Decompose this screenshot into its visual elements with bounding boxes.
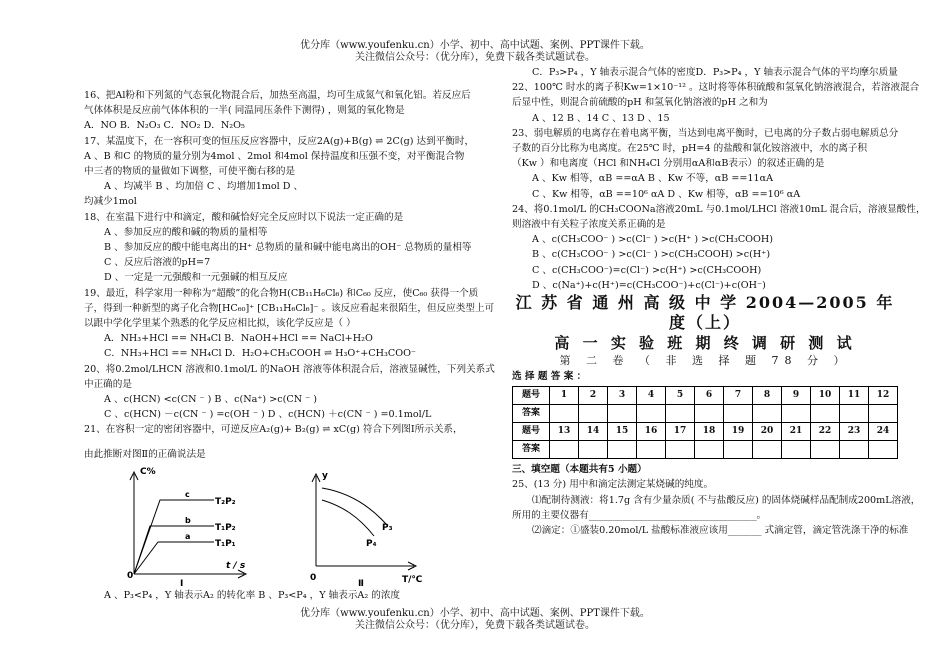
q25-part-1-cont: 所用的主要仪器有___________________________________。 <box>512 509 767 521</box>
question-16 <box>84 88 498 134</box>
question-25 <box>512 477 921 538</box>
q22-options: A 、12 B 、14 C 、13 D 、15 <box>532 112 670 124</box>
page-header <box>0 40 950 64</box>
q18-option-b: B 、参加反应的酸中能电离出的H⁺ 总物质的量和碱中能电离出的OH⁻ 总物质的量相等 <box>104 242 472 254</box>
q23-line: （Kw ）和电离度（HCl 和NH₄Cl 分别用αA和αB表示）的叙述正确的是 <box>512 158 825 170</box>
q17-line: A 、B 和C 的物质的量分别为4mol 、2mol 和4mol 保持温度和压强不变，对平衡混合物 <box>84 150 465 162</box>
exam-title-part: 第 二 卷 （ 非 选 择 题 78 分 ） <box>559 354 851 368</box>
answer-cell[interactable] <box>840 441 869 459</box>
q23-line: 子数的百分比称为电离度。在25℃ 时，pH=4 的盐酸和氯化铵溶液中，水的离子积 <box>512 143 868 155</box>
fig1-curve-a-name: a <box>185 531 191 541</box>
figure-2 <box>312 474 416 570</box>
row-label-ans: 答案 <box>513 441 550 459</box>
question-number: 2 <box>579 387 608 405</box>
fig1-curve-c-name: c <box>185 489 190 499</box>
question-number: 14 <box>579 423 608 441</box>
q18-option-c: C 、反应后溶液的pH=7 <box>104 257 211 269</box>
fig1-curve-b-name: b <box>185 515 191 525</box>
answer-cell[interactable] <box>869 441 898 459</box>
answer-cell[interactable] <box>811 441 840 459</box>
q16-line: 气体体积是反应前气体体积的一半( 同温同压条件下测得) ，则氮的氧化物是 <box>84 105 405 117</box>
header-line-1: 优分库（www.youfenku.cn）小学、初中、高中试题、案例、PPT课件下载。 <box>300 40 650 51</box>
q17-line: 中三者的物质的量做如下调整，可使平衡右移的是 <box>84 166 296 178</box>
answer-cell[interactable] <box>782 441 811 459</box>
answer-cell[interactable] <box>753 441 782 459</box>
fig2-curve-p4 <box>322 500 374 536</box>
fig1-curve-c-label: T₂P₂ <box>215 496 236 507</box>
question-17 <box>84 134 498 210</box>
question-24 <box>512 202 926 293</box>
q25-part-2: ⑵滴定：①盛装0.20mol/L 盐酸标准液应该用_______ 式滴定管，滴定管洗涤干净的标准 <box>532 525 909 537</box>
question-21 <box>84 422 498 461</box>
q25-line: 25、(13 分) 用中和滴定法测定某烧碱的纯度。 <box>512 479 714 491</box>
q18-option-d: D 、一定是一元强酸和一元强碱的相互反应 <box>104 272 288 284</box>
answer-cell[interactable] <box>637 405 666 423</box>
q25-part-1: ⑴配制待测液：将1.7g 含有少量杂质( 不与盐酸反应) 的固体烧碱样品配制成200mL溶液， <box>532 494 921 506</box>
q20-options-ab: A 、c(HCN) <c(CN ⁻ ) B 、c(Na⁺) >c(CN ⁻ ) <box>104 394 318 406</box>
row-label-ans: 答案 <box>513 405 550 423</box>
question-number: 24 <box>869 423 898 441</box>
fig2-caption: Ⅱ <box>358 578 364 588</box>
answer-cell[interactable] <box>724 405 753 423</box>
question-number: 18 <box>695 423 724 441</box>
q19-line: 19、最近，科学家用一种称为“超酸”的化合物H(CB₁₁H₆Cl₆) 和C₆₀ 反应，使C₆₀ 获得一个质 <box>84 287 479 299</box>
fig1-curve-b <box>134 526 214 574</box>
q24-option-c: C 、c(CH₃COO⁻)=c(Cl⁻) >c(H⁺) >c(CH₃COOH) <box>532 264 762 276</box>
q18-option-a: A 、参加反应的酸和碱的物质的量相等 <box>104 226 268 238</box>
q16-options: A．NO B．N₂O₃ C．NO₂ D．N₂O₅ <box>84 120 245 132</box>
question-number: 22 <box>811 423 840 441</box>
question-number: 10 <box>811 387 840 405</box>
q20-line: 中正确的是 <box>84 378 132 390</box>
q24-option-b: B 、c(CH₃COO⁻ ) >c(Cl⁻ ) >c(CH₃COOH) >c(H⁺) <box>532 249 771 261</box>
q24-option-a: A 、c(CH₃COO⁻ ) >c(Cl⁻ ) >c(H⁺ ) >c(CH₃COOH) <box>532 234 774 246</box>
q19-line: 子，得到一种新型的离子化合物[HC₆₀]⁺ [CB₁₁H₆Cl₆]⁻ 。该反应看起来很陌生，但反应类型上可 <box>84 302 495 314</box>
fig1-curve-b-label: T₁P₂ <box>215 522 236 533</box>
fig1-xlabel: t / s <box>226 560 246 571</box>
answer-cell[interactable] <box>695 441 724 459</box>
answer-cell[interactable] <box>666 441 695 459</box>
question-number: 20 <box>753 423 782 441</box>
q19-line: 以跟中学化学里某个熟悉的化学反应相比拟，该化学反应是（ ） <box>84 318 356 330</box>
q20-options-cd: C 、c(HCN) －c(CN ⁻ ) =c(OH ⁻ ) D 、c(HCN) ＋c(CN ⁻ ) =0.1mol/L <box>104 409 432 421</box>
question-number: 3 <box>608 387 637 405</box>
answer-cell[interactable] <box>637 441 666 459</box>
q16-line: 16、把Al粉和下列氮的气态氧化物混合后，加热至高温，均可生成氮气和氧化铝。若反应后 <box>84 90 471 101</box>
question-18 <box>84 210 498 286</box>
question-number: 1 <box>550 387 579 405</box>
header-line-2: 关注微信公众号：（优分库），免费下载各类试题试卷。 <box>355 52 595 63</box>
question-number: 5 <box>666 387 695 405</box>
answer-cell[interactable] <box>840 405 869 423</box>
row-label-num: 题号 <box>513 387 550 405</box>
answer-cell[interactable] <box>550 405 579 423</box>
question-number: 23 <box>840 423 869 441</box>
q19-options-ab: A．NH₃+HCl == NH₄Cl B．NaOH+HCl == NaCl+H₂O <box>104 333 373 345</box>
q23-options-cd: C 、Kw 相等，αB ==10⁶ αA D 、Kw 相等，αB ==10⁶ αA <box>532 188 801 200</box>
footer-line-2: 关注微信公众号：（优分库），免费下载各类试题试卷。 <box>355 620 595 631</box>
q19-options-cd: C．NH₃+HCl == NH₄Cl D．H₂O+CH₃COOH ⇌ H₃O⁺+CH₃COO⁻ <box>104 348 416 360</box>
answer-cell[interactable] <box>579 405 608 423</box>
question-number: 21 <box>782 423 811 441</box>
q24-line: 24、将0.1mol/L 的CH₃COONa溶液20mL 与0.1mol/LHCl 溶液10mL 混合后，溶液显酸性， <box>512 203 926 215</box>
q23-options-ab: A 、Kw 相等，αB ==αA B 、Kw 不等，αB ==11αA <box>532 173 774 185</box>
fig2-curve-p3 <box>322 488 386 524</box>
q17-line: 17、某温度下，在一容积可变的恒压反应容器中，反应2A(g)+B(g) ⇌ 2C(g) 达到平衡时， <box>84 135 475 147</box>
answer-table <box>512 386 898 459</box>
fig1-ylabel: C% <box>140 466 156 477</box>
question-number: 6 <box>695 387 724 405</box>
question-23 <box>512 126 898 202</box>
q21-figures <box>84 462 498 588</box>
q17-options-cont: 均减少1mol <box>84 196 137 208</box>
question-number: 7 <box>724 387 753 405</box>
exam-title-school: 江 苏 省 通 州 高 级 中 学 2004—2005 年 度（上） <box>515 293 895 333</box>
answer-cell[interactable] <box>550 441 579 459</box>
question-number: 4 <box>637 387 666 405</box>
answer-cell[interactable] <box>579 441 608 459</box>
section-3-heading: 三、填空题（本题共有5 小题） <box>512 464 647 476</box>
q21-line: 由此推断对图Ⅱ的正确说法是 <box>84 448 206 460</box>
answer-cell[interactable] <box>666 405 695 423</box>
fig2-xlabel: T/℃ <box>402 574 423 585</box>
question-number: 11 <box>840 387 869 405</box>
answer-cell[interactable] <box>608 405 637 423</box>
answer-table-row <box>513 423 898 441</box>
fig2-curve-p4-label: P₄ <box>366 538 377 549</box>
answer-section-label: 选 择 题 答 案 ： <box>512 371 587 383</box>
fig1-caption: I <box>180 578 184 588</box>
q24-option-d: D 、c(Na⁺)+c(H⁺)=c(CH₃COO⁻)+c(Cl⁻)+c(OH⁻) <box>532 279 766 291</box>
answer-cell[interactable] <box>724 441 753 459</box>
question-number: 13 <box>550 423 579 441</box>
answer-cell[interactable] <box>782 405 811 423</box>
question-number: 12 <box>869 387 898 405</box>
fig1-curve-a <box>134 542 214 574</box>
q23-line: 23、弱电解质的电离存在着电离平衡，当达到电离平衡时，已电离的分子数占弱电解质总分 <box>512 127 899 139</box>
q18-line: 18、在室温下进行中和滴定，酸和碱恰好完全反应时以下说法一定正确的是 <box>84 211 404 223</box>
question-number: 16 <box>637 423 666 441</box>
answer-cell[interactable] <box>608 441 637 459</box>
answer-table-row <box>513 405 898 423</box>
question-number: 17 <box>666 423 695 441</box>
question-number: 19 <box>724 423 753 441</box>
right-column <box>512 65 926 538</box>
q21-line: 21、在容积一定的密闭容器中，可逆反应A₂(g)+ B₂(g) ⇌ xC(g) 符合下列图Ⅰ所示关系， <box>84 424 463 436</box>
answer-cell[interactable] <box>753 405 782 423</box>
answer-cell[interactable] <box>695 405 724 423</box>
question-22 <box>512 80 920 126</box>
fig2-origin: 0 <box>310 572 317 583</box>
fig1-curve-a-label: T₁P₁ <box>215 538 236 549</box>
fig2-curve-p3-label: P₃ <box>382 522 393 533</box>
left-column <box>84 88 498 603</box>
q24-line: 则溶液中有关粒子浓度关系正确的是 <box>512 219 666 231</box>
answer-cell[interactable] <box>869 405 898 423</box>
exam-title-name: 高 一 实 验 班 期 终 调 研 测 试 <box>554 334 856 353</box>
q21-options-cd: C．P₃>P₄ ，Y 轴表示混合气体的密度D．P₃>P₄ ，Y 轴表示混合气体的平均摩尔质量 <box>532 67 898 78</box>
q21-options-ab: A 、P₃<P₄ ，Y 轴表示A₂ 的转化率 B 、P₃<P₄ ，Y 轴表示A₂ 的浓度 <box>104 589 401 601</box>
q22-line: 22、100℃ 时水的离子积Kw=1×10⁻¹² 。这时将等体积硫酸和氢氧化钠溶液混合，若溶液混合 <box>512 82 920 94</box>
row-label-num: 题号 <box>513 423 550 441</box>
fig2-ylabel: y <box>322 470 328 481</box>
question-number: 9 <box>782 387 811 405</box>
answer-cell[interactable] <box>811 405 840 423</box>
question-19 <box>84 286 498 362</box>
q17-options: A 、均减半 B 、均加倍 C 、均增加1mol D 、 <box>104 181 304 193</box>
footer-line-1: 优分库（www.youfenku.cn）小学、初中、高中试题、案例、PPT课件下载。 <box>300 608 650 619</box>
page-footer <box>0 608 950 632</box>
answer-table-row <box>513 441 898 459</box>
answer-table-row <box>513 387 898 405</box>
fig1-origin: 0 <box>127 570 134 581</box>
figures-svg <box>84 462 498 588</box>
q22-line: 后显中性，则混合前硫酸的pH 和氢氧化钠溶液的pH 之和为 <box>512 97 768 109</box>
question-number: 8 <box>753 387 782 405</box>
question-20 <box>84 362 498 423</box>
question-number: 15 <box>608 423 637 441</box>
q20-line: 20、将0.2mol/LHCN 溶液和0.1mol/L 的NaOH 溶液等体积混合后，溶液显碱性，下列关系式 <box>84 363 495 375</box>
